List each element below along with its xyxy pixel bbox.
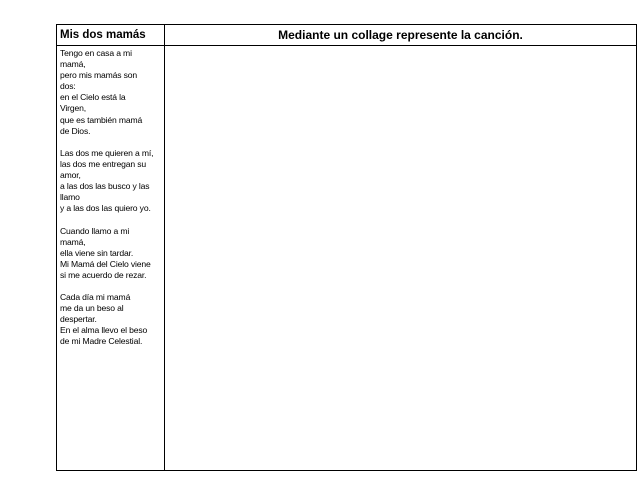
- lyrics-cell: [57, 46, 165, 471]
- stanza-4: Cada día mi mamá me da un beso al despertar. En el alma llevo el beso de mi Madre Celestial.: [60, 292, 148, 347]
- stanza-2: Las dos me quieren a mí, las dos me entregan su amor, a las dos las busco y las llamo y a las dos las quiero yo.: [60, 147, 154, 214]
- content-row: [57, 46, 637, 471]
- worksheet-table: [56, 24, 637, 471]
- stanza-3: Cuando llamo a mi mamá, ella viene sin tardar. Mi Mamá del Cielo viene si me acuerdo de rezar.: [60, 225, 151, 280]
- instruction-heading: Mediante un collage represente la canción.: [165, 25, 637, 46]
- song-title: Mis dos mamás: [57, 25, 165, 46]
- header-row: [57, 25, 637, 46]
- stanza-1: Tengo en casa a mi mamá, pero mis mamás son dos: en el Cielo está la Virgen, que es también mamá de Dios.: [60, 48, 143, 136]
- collage-area[interactable]: [165, 46, 637, 471]
